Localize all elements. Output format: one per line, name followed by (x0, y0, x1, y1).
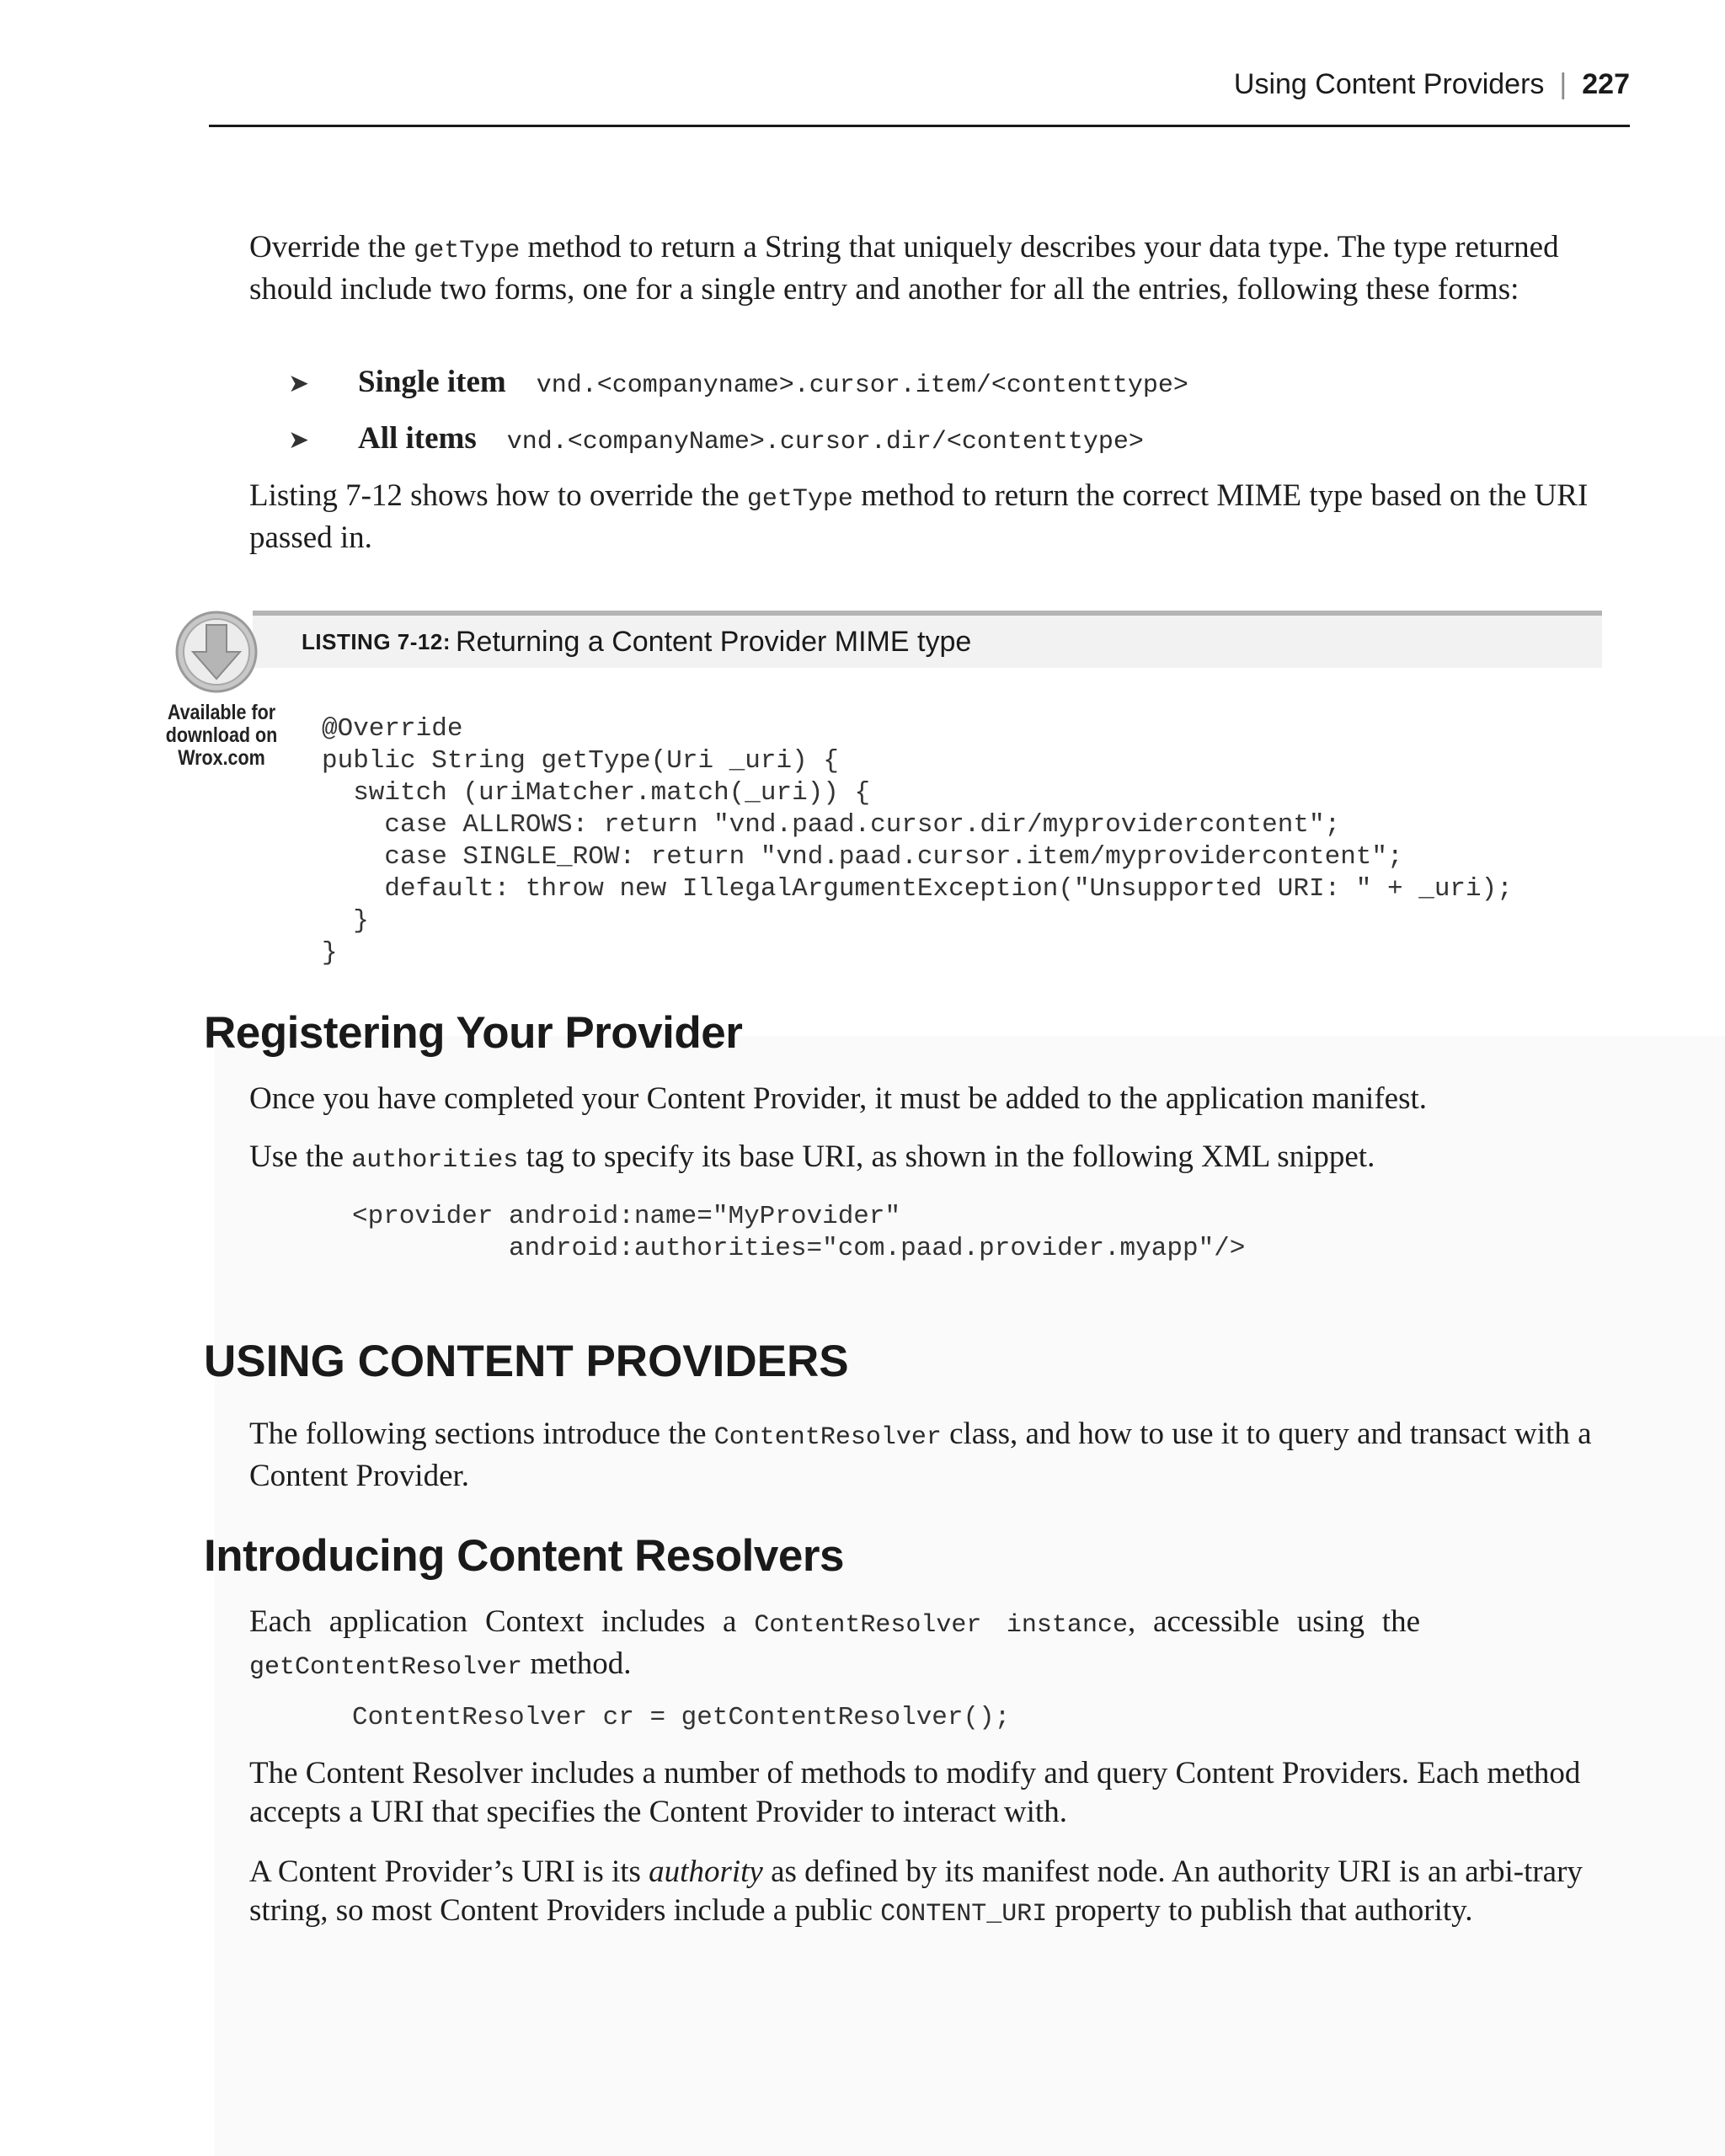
inline-code: getType (414, 237, 521, 265)
heading-registering-provider: Registering Your Provider (204, 1008, 743, 1058)
download-note-line: download on (165, 723, 278, 747)
text: Listing 7-12 shows how to override the (249, 478, 747, 513)
bullet-term: Single item (358, 365, 506, 399)
bullet-single-item (288, 363, 1188, 419)
download-note-line: Wrox.com (178, 746, 265, 770)
download-icon[interactable] (174, 610, 259, 694)
bullet-list (288, 363, 1188, 462)
text: method to return a String that uniquely describes your data type. The type returned should include two forms, one for a single entry and another for all the entries, following these forms: (249, 230, 1559, 307)
heading-using-content-providers: USING CONTENT PROVIDERS (204, 1337, 849, 1386)
header-separator: | (1559, 67, 1567, 100)
listing-caption-bar (253, 611, 1602, 668)
text: Each application Context includes a (249, 1604, 755, 1639)
listing-label: LISTING 7-12: (302, 628, 451, 654)
paragraph-authority-uri (249, 1853, 1610, 1934)
paragraph-resolver-methods: The Content Resolver includes a number of methods to modify and query Content Providers. Each method accepts a URI that specifies the Content Provider to interact with. (249, 1756, 1581, 1829)
text: Override the (249, 230, 414, 264)
inline-code: CONTENT_URI (880, 1900, 1048, 1929)
text: Use the (249, 1139, 352, 1174)
inline-code: authorities (351, 1146, 519, 1175)
text: as defined by its manifest node. An authority URI is an arbi-trary string, so most Content Providers include a public (249, 1854, 1583, 1928)
paragraph-authorities (249, 1138, 1610, 1180)
arrow-bullet-icon: ➤ (288, 425, 310, 455)
running-header (1234, 62, 1630, 106)
running-header-title: Using Content Providers (1233, 67, 1545, 100)
paragraph-manifest: Once you have completed your Content Provider, it must be added to the application manifest. (249, 1081, 1427, 1116)
inline-code: getContentResolver (249, 1653, 523, 1682)
text: The following sections introduce the (249, 1417, 714, 1451)
paragraph-gettype-intro (249, 228, 1610, 309)
inline-code: ContentResolver (713, 1423, 942, 1452)
inline-code: getType (746, 485, 853, 514)
xml-snippet: <provider android:name="MyProvider" android:authorities="com.paad.provider.myapp"/> (352, 1202, 1246, 1263)
inline-code: ContentResolver instance (754, 1611, 1128, 1640)
italic-term: authority (649, 1854, 763, 1889)
text: method. (522, 1646, 632, 1681)
paragraph-listing-ref (249, 477, 1610, 558)
header-rule (209, 125, 1630, 127)
text: , accessible using the (1127, 1604, 1421, 1639)
bullet-value: vnd.<companyName>.cursor.dir/<contenttype> (506, 428, 1144, 456)
text: method to return the correct MIME type based on the URI passed in. (249, 478, 1589, 555)
text: class, and how to use it to query and transact with a Content Provider. (249, 1417, 1592, 1493)
paragraph-sections-intro (249, 1415, 1610, 1496)
text: property to publish that authority. (1047, 1893, 1473, 1928)
text: A Content Provider’s URI is its (249, 1854, 649, 1889)
paragraph-context-resolver (249, 1603, 1420, 1687)
resolver-code: ContentResolver cr = getContentResolver(); (352, 1703, 1011, 1732)
bullet-term: All items (358, 421, 477, 456)
bullet-value: vnd.<companyname>.cursor.item/<contenttype> (536, 371, 1188, 400)
text: tag to specify its base URI, as shown in the following XML snippet. (518, 1139, 1375, 1174)
bullet-all-items (288, 419, 1188, 462)
listing-title: Returning a Content Provider MIME type (455, 625, 972, 658)
heading-introducing-resolvers: Introducing Content Resolvers (204, 1531, 844, 1581)
download-note (160, 702, 283, 770)
download-note-line: Available for (167, 701, 276, 724)
listing-code-block: @Override public String getType(Uri _uri) { switch (uriMatcher.match(_uri)) { case ALLROWS: return "vnd.paad.cursor.dir/myprovidercontent"; case SINGLE_ROW: return "vnd.paad.cursor.item/myprovidercontent"; default: throw new IllegalArgumentException("Unsupported URI: " + _uri); } } (322, 714, 1513, 968)
page-number: 227 (1582, 67, 1630, 100)
arrow-bullet-icon: ➤ (288, 369, 310, 398)
